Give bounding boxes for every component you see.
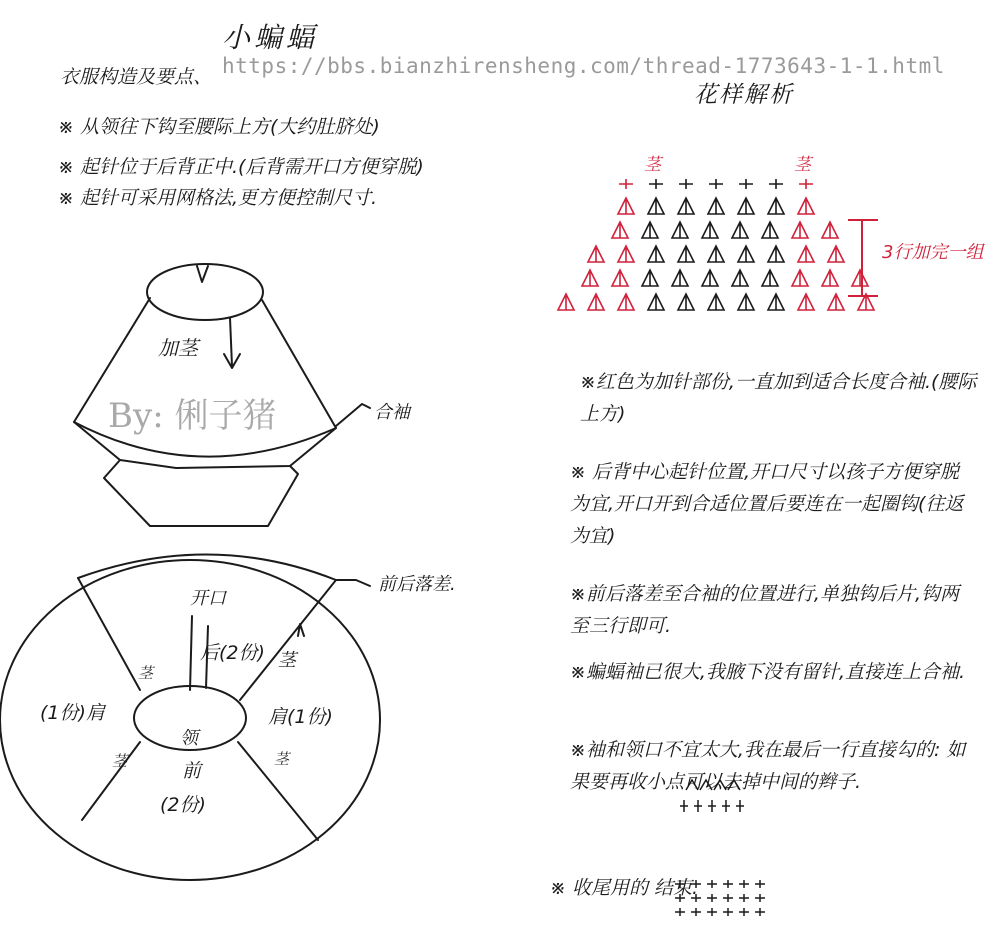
stitch-mark xyxy=(732,222,748,238)
stitch-mark xyxy=(691,908,701,916)
stitch-mark xyxy=(739,908,749,916)
structure-note-2: ※ 起针位于后背正中.(后背需开口方便穿脱) xyxy=(58,156,424,178)
right-note-2: ※ 后背中心起针位置,开口尺寸以孩子方便穿脱为宜,开口开到合适位置后要连在一起圈钩(往返为宜) xyxy=(570,461,964,547)
stitch-mark xyxy=(702,222,718,238)
stitch-mark xyxy=(642,222,658,238)
top-diagram-center-label: 加茎 xyxy=(158,336,198,360)
stitch-mark xyxy=(736,800,744,812)
stitch-mark xyxy=(678,198,694,214)
stitch-mark xyxy=(768,246,784,262)
stitch-mark xyxy=(588,294,604,310)
stitch-mark xyxy=(649,179,663,189)
stitch-mark xyxy=(707,908,717,916)
stitch-mark xyxy=(738,246,754,262)
stitch-mark xyxy=(672,222,688,238)
stitch-mark xyxy=(852,270,868,286)
stitch-mark xyxy=(678,246,694,262)
structure-note-3: ※ 起针可采用网格法,更方便控制尺寸. xyxy=(58,187,378,209)
pattern-row-note: 3行加完一组 xyxy=(882,242,984,263)
stitch-mark xyxy=(769,179,783,189)
watermark-url: https://bbs.bianzhirensheng.com/thread-1773643-1-1.html xyxy=(222,54,945,78)
stitch-mark xyxy=(792,222,808,238)
pattern-red-label-left: 茎 xyxy=(644,155,661,175)
stitch-mark xyxy=(672,270,688,286)
stitch-mark xyxy=(618,246,634,262)
watermark-author: By: 俐子猪 xyxy=(108,396,277,436)
stitch-mark xyxy=(822,222,838,238)
stitch-mark xyxy=(618,294,634,310)
stitch-mark xyxy=(822,270,838,286)
stem-top-right-label: 茎 xyxy=(278,650,296,671)
stitch-mark xyxy=(648,246,664,262)
right-note-4: ※蝙蝠袖已很大,我腋下没有留针,直接连上合袖. xyxy=(570,661,966,683)
stitch-mark xyxy=(642,270,658,286)
front-count-label: (2份) xyxy=(160,794,206,816)
stitch-mark xyxy=(732,270,748,286)
back-label: 后(2份) xyxy=(200,642,265,664)
stitch-mark xyxy=(612,270,628,286)
opening-label: 开口 xyxy=(190,588,226,609)
stem-bottom-left-label: 茎 xyxy=(112,752,128,770)
stem-bottom-right-label: 茎 xyxy=(274,750,290,768)
left-shoulder-label: (1份)肩 xyxy=(40,702,105,724)
stitch-mark xyxy=(798,198,814,214)
stitch-mark xyxy=(709,179,723,189)
stitch-mark xyxy=(739,179,753,189)
right-note-1: ※红色为加针部份,一直加到适合长度合袖.(腰际上方) xyxy=(580,371,977,425)
stitch-mark xyxy=(762,222,778,238)
right-note-3: ※前后落差至合袖的位置进行,单独钩后片,钩两至三行即可. xyxy=(570,583,960,637)
stitch-mark xyxy=(588,246,604,262)
stitch-mark xyxy=(768,294,784,310)
stitch-mark xyxy=(702,270,718,286)
stitch-mark xyxy=(708,198,724,214)
top-diagram-sleeve-label: 合袖 xyxy=(374,402,410,423)
stitch-mark xyxy=(723,908,733,916)
stitch-mark xyxy=(792,270,808,286)
stitch-mark xyxy=(582,270,598,286)
stitch-mark xyxy=(679,179,693,189)
right-note-5: ※袖和领口不宜太大,我在最后一行直接勾的: 如果要再收小点可以去掉中间的辫子. xyxy=(570,739,966,793)
structure-heading: 衣服构造及要点、 xyxy=(60,66,213,88)
stitch-mark xyxy=(678,294,694,310)
right-shoulder-label: 肩(1份) xyxy=(268,706,333,728)
stem-left-label: 茎 xyxy=(138,664,154,682)
stitch-mark xyxy=(722,800,730,812)
stitch-mark xyxy=(828,246,844,262)
edge-label: 前后落差. xyxy=(378,574,456,595)
front-label: 前 xyxy=(182,760,202,782)
stitch-mark xyxy=(798,294,814,310)
stitch-mark xyxy=(798,246,814,262)
stitch-mark xyxy=(619,179,633,189)
structure-note-1: ※ 从领往下钩至腰际上方(大约肚脐处) xyxy=(58,116,380,138)
stitch-mark xyxy=(694,800,702,812)
right-note-6: ※ 收尾用的 结束. xyxy=(550,877,699,899)
stitch-mark xyxy=(738,198,754,214)
stitch-mark xyxy=(799,179,813,189)
stitch-mark xyxy=(768,198,784,214)
page-title: 小蝙蝠 xyxy=(222,21,319,54)
stitch-mark xyxy=(755,908,765,916)
pattern-red-label-right: 茎 xyxy=(794,155,811,175)
stitch-mark xyxy=(708,246,724,262)
stitch-mark xyxy=(828,294,844,310)
stitch-mark xyxy=(648,198,664,214)
stitch-mark xyxy=(762,270,778,286)
stitch-mark xyxy=(648,294,664,310)
stitch-mark xyxy=(708,294,724,310)
stitch-mark xyxy=(558,294,574,310)
stitch-mark xyxy=(675,908,685,916)
stitch-mark xyxy=(618,198,634,214)
stitch-mark xyxy=(738,294,754,310)
stitch-mark xyxy=(708,800,716,812)
stitch-mark xyxy=(612,222,628,238)
collar-label: 领 xyxy=(180,728,198,749)
stitch-chart xyxy=(558,179,874,310)
stitch-mark xyxy=(680,800,688,812)
pattern-title: 花样解析 xyxy=(694,82,794,108)
